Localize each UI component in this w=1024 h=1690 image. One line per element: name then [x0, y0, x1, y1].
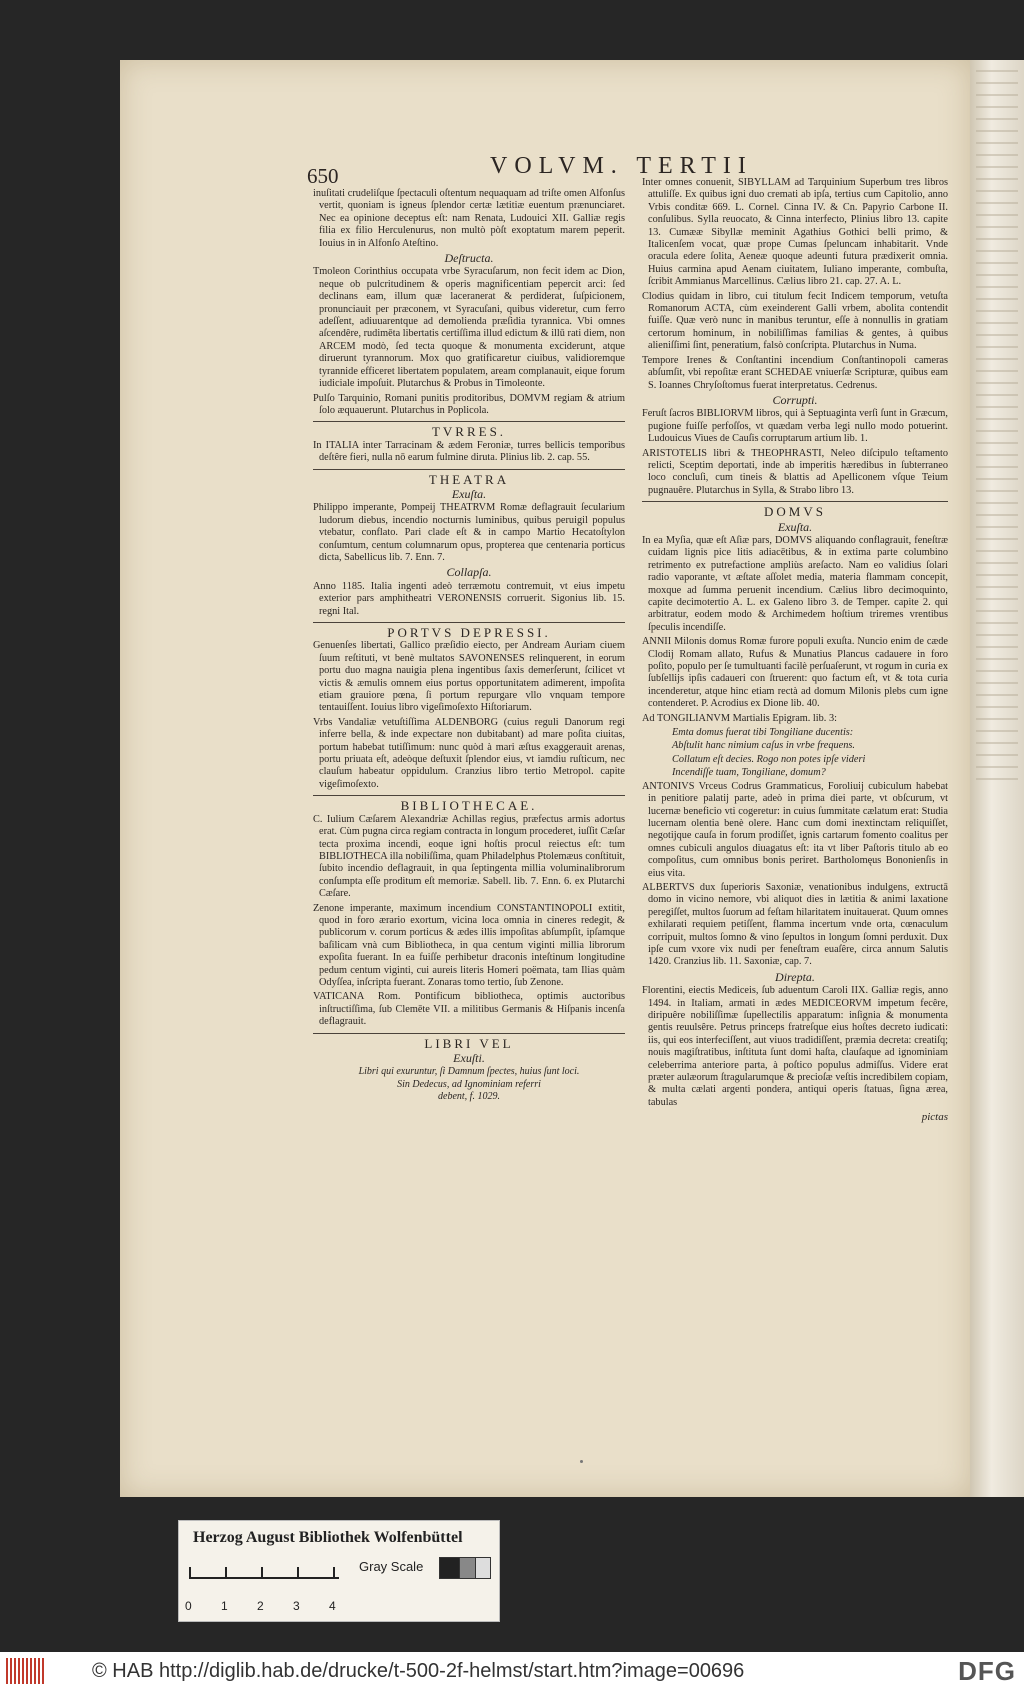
section-heading: BIBLIOTHECAE. [400, 798, 538, 814]
paragraph: Inter omnes conuenit, SIBYLLAM ad Tarquinium Superbum tres libros attuliſſe. Ex quibus igni duo cremati ab ipſa, tertius cum Capitolio, anno Vrbis conditæ 669. L. Cornel. Cinna IV. & Cn. Papyrio Carbone II. conſulibus. Sylla reuocato, & Cinna interfecto, Plinius libro 13. capite 13. Cumææ Sibyllæ meminit Agathius Gothici belli primo, & Italicenſem vocat, quæ prope Cumas ſpeluncam inhabitarit. Vnde oracula edere ſolita, Aeneæ quoque adeunti futura prædixerit omnia. Huius carmina apud Aenam ciuitatem, Iuliano imperante, combuſta, ſcribit Ammianus Marcellinus. Cælius libro 21. cap. 27. A. L. [642, 177, 948, 288]
right-column [642, 177, 948, 1124]
paragraph: Clodius quidam in libro, cui titulum fecit Indicem temporum, vetuſta Romanorum ACTA, cùm exeinderent Galli vrbem, abolita contendit fuiſſe. Quæ verò nunc in manibus teruntur, eſſe à nonnullis in gratiam certorum hominum, in nobiliſſimas familias & gentes, à quibus alieniſſimi ſint, peneratium, falsò conſcripta. Plutarchus in Numa. [642, 290, 948, 352]
verse-line: Incendiſſe tuam, Tongiliane, domum? [672, 767, 826, 779]
paragraph: ANNII Milonis domus Romæ furore populi exuſta. Nuncio enim de cæde Clodij Romam allato, Rufus & Munatius Plancus cadauere in foro poſito, populo per ſe tumultuanti facilè perſuaſerunt, vt rogum in curia ex ſubſellijs ipſis cadaueri con ſtruerent: quo factum eſt, vt & tota curia incenderetur, atque hinc etiam rectà ad domum Milonis plebs cum igne contenderet. P. Acrodius ex Dione lib. 40. [642, 636, 948, 710]
section-heading: DOMVS [764, 504, 826, 520]
paragraph: In ITALIA inter Tarracinam & ædem Feroniæ, turres bellicis temporibus deſtêre fieri, nulla nō earum fulmine diruta. Plinius lib. 2. cap. 55. [313, 439, 625, 464]
paragraph: Ad TONGILIANVM Martialis Epigram. lib. 3: [642, 712, 837, 724]
subheading: Corrupti. [772, 392, 818, 407]
divider [313, 1033, 625, 1034]
divider [313, 469, 625, 470]
divider [642, 501, 948, 502]
paragraph: ANTONIVS Vrceus Codrus Grammaticus, Foroliuij cubiculum habebat in penitiore palatij parte, adeò in prima diei parte, vt obſcurum, vt lucernæ beneficio vti cogeretur: in cuius ſummitate cælatum erat: Studia lucernam olentia benè olere. Hanc cum domi inextinctam reliquiſſet, negotijque cauſa in forum prodiſſet, ignis cartarum fomento coalitus per omnes cubiculi angulos diuagatus eſt: ita vt liber Paſtoris titulo ab eo compoſitus, cum omnibus bonis periret. Bartholomęus Bononienſis in eius vita. [642, 780, 948, 879]
paragraph: Tmoleon Corinthius occupata vrbe Syracuſarum, non fecit idem ac Dion, neque ob pulcritudinem & operis magnificentiam pepercit arci: ſed declinans eam, illum quæ laceranerat & perdiderat, ſuſpicionem, pronunciauit per præconem, vt Syracuſani, quibus videretur, cum ferro adeſſent, adiuuarentque ad demolienda præſidia tyrannica. Vbi omnes aſcendêre, rudimēta libertatis certiſſima illud edictum & illū rati diem, non ARCEM modò, ſed tecta quoque & monumenta exciderunt, atque diruerunt tyrannorum. Mox quo gratificaretur ciuibus, validioremque tyrannide efficeret libertatem populatem, aream complanauit, eique forum iudiciale impoſuit. Plutarchus & Probus in Timoleonte. [313, 266, 625, 390]
section-heading: TVRRES. [431, 424, 507, 440]
paragraph: inuſitati crudeliſque ſpectaculi oſtentum nequaquam ad triſte omen Alfonſus vertit, quoniam is igneus ſplendor certæ lætitiæ euentum prænunciaret. Nec ea opinione deceptus eſt: nam Renata, Ludouici XII. Galliæ regis filia ex filio Herculenurus, non multò pòſt exoptatum marem peperit. Iouius in in Alfonſo Ateſtino. [313, 188, 625, 249]
verse-line: Abſtulit hanc nimium caſus in vrbe frequens. [672, 740, 855, 752]
gray-swatch-dark [439, 1557, 461, 1579]
subheading: Exuſta. [777, 519, 813, 534]
subheading: Collapſa. [446, 565, 492, 580]
paragraph: ALBERTVS dux ſuperioris Saxoniæ, venationibus indulgens, extructā domo in vicino nemore, vbi aliquot dies in lætitia & animi laxatione peregiſſet, multos ſuorum ad feſtam hilaritatem inuitauerat. Quum omnes exhilarati requiem petiſſent, flamma incertum vnde orta, cœnaculum corripuit, multos ſomno & vino ſepultos in longum ſomni perduxit. Dux ipſe cum vxore vix nudi per feneſtram euaſêre, circa annum Salutis 1420. Cranzius lib. 11. Saxoniæ, cap. 7. [642, 881, 948, 968]
subheading: Deſtructa. [444, 251, 494, 266]
catchword: pictas [921, 1111, 948, 1124]
library-name: Herzog August Bibliothek Wolfenbüttel [193, 1529, 463, 1546]
subheading: Exuſti. [453, 1051, 485, 1065]
paragraph: In ea Myſia, quæ eſt Aſiæ pars, DOMVS aliquando conflagrauit, feneſtræ cuidam lignis pice litis adiacētibus, & in extima parte columbino retrimento ex putrefactione ampliùs areſacto. Nam eo validius ſolari radio vaporante, vt æſtate aſſolet media, materia flammam concepit, moxque ad ſumma peruenit incendium. Cælius libro decimoquinto, capite decimotertio A. L. ex Galeno libro 3. de Temper. capite 2. qui arbitratur, eodem modo & Archimedem hoſtium triremes vrentibus ſpeculis incendiſſe. [642, 534, 948, 633]
paragraph: Philippo imperante, Pompeij THEATRVM Romæ deflagrauit ſecularium ludorum diebus, incendio nocturnis luminibus, quibus peruigil populus vtebatur, conflato. Pari clade eſt & in campo Martio Hecatoſtylon conſumtum, centum columnarum opus, propterea que centenaria porticus dicta, Sabellicus lib. 7. Enn. 7. [313, 502, 625, 563]
paragraph: Anno 1185. Italia ingenti adeò terræmotu contremuit, vt eius impetu exterior pars amphitheatri VERONENSIS corruerit. Sigonius lib. 15. regni Ital. [313, 580, 625, 617]
paragraph: VATICANA Rom. Pontificum bibliotheca, optimis auctoribus inſtructiſſima, ſub Clemēte VII. a militibus Germanis & Hiſpanis incenſa deflagrauit. [313, 991, 625, 1028]
page-number: 650 [307, 164, 339, 188]
paragraph: ARISTOTELIS libri & THEOPHRASTI, Neleo diſcipulo teſtamento relicti, Sceptim deportati, inde ab imperitis hæredibus in ſubterraneo loco concluſi, cum tineis & blattis ad Apelliconem vſque Teium pugnauêre. Plutarchus in Sylla, & Strabo libro 13. [642, 447, 948, 496]
subheading: Direpta. [775, 969, 815, 984]
scale-number: 4 [329, 1599, 336, 1613]
gray-swatch-light [475, 1557, 491, 1579]
verse-line: Collatum eſt decies. Rogo non potes ipſe videri [672, 753, 866, 765]
ruler-scale [189, 1565, 339, 1579]
left-column [313, 188, 625, 1104]
paper-spot [580, 1460, 583, 1463]
divider [313, 622, 625, 623]
paragraph: Vrbs Vandaliæ vetuſtiſſima ALDENBORG (cuius reguli Danorum regi inferre bella, & inde expectare non dubitabant) ad mare poſita ciuitas, portum habebat tutiſſimum: nunc quòd à mari æſtus exaggerauit arenas, portu priuata eſt, adeòque deſtuxit ſplendor eius, vt iamdiu ruſticum, nec clauſum habeatur oppidulum. Cranzius libro tertio Metropol. capite vigeſimoſexto. [313, 716, 625, 790]
dfg-logo: DFG [958, 1656, 1016, 1686]
scale-number: 2 [257, 1599, 264, 1613]
section-heading: LIBRI VEL [424, 1035, 514, 1051]
section-heading: THEATRA [428, 471, 510, 487]
paragraph: Tempore Irenes & Conſtantini incendium Conſtantinopoli cameras abſumſit, vbi repoſitæ erant SCHEDAE vniuerſæ Scripturæ, quibus eam S. Ioannes Chryſoſtomus fuerat interpretatus. Cedrenus. [642, 354, 948, 391]
paragraph: Florentini, eiectis Mediceis, ſub aduentum Caroli IIX. Galliæ regis, anno 1494. in Italiam, armati in ædes MEDICEORVM impetum fecêre, diripuêre nobiliſſimæ ſupellectilis apparatum: inſignia & monumenta gentis reuulsêre. Petrus princeps fratreſque eius hoſtes decreto iudicati: iis, qui eos interfeciſſent, aut viuos tradidiſſent, præmia decreta: creatiſq; nouis magiſtratibus, inſtituta ſunt domi haſta, clauſaque ad ignominiam celeberrima anteriore parta, à poſtico populus admiſſus. Videre erat præter aulæorum ſtragularumque & precioſæ veſtis incredibilem copiam, & multa cælati argenti pondera, antiqui operis ſtatuas, ſigna ærea, tabulas [642, 985, 948, 1108]
footer-bar [0, 1652, 1024, 1690]
scale-number: 3 [293, 1599, 300, 1613]
adjacent-page-edge [970, 60, 1024, 1497]
library-label-card [178, 1520, 500, 1622]
scale-number: 1 [221, 1599, 228, 1613]
cross-reference-note: Libri qui exuruntur, ſi Damnum ſpectes, huius ſunt loci. [358, 1066, 580, 1078]
paragraph: Pulſo Tarquinio, Romani punitis proditoribus, DOMVM regiam & atrium ſolo æquauerunt. Plutarchus in Poplicola. [313, 392, 625, 416]
gray-scale-label: Gray Scale [359, 1559, 424, 1574]
scale-number: 0 [185, 1599, 192, 1613]
divider [313, 421, 625, 422]
paragraph: Genuenſes libertati, Gallico præſidio eiecto, per Andream Auriam ciuem ſuum reſtituti, vt benè multatos SAVONENSES relinquerent, in eorum portu duo magna nauigia plena ingentibus ſaxis demerſerunt, ſcilicet vt victis & æmulis omnem eius portus opportunitatem adimerent, impoſita etiam grauiore pœna, ſi portum repurgare vllo vnquam tempore tentauiſſent. Iouius libro vigeſimoſexto Hiſtoriarum. [313, 640, 625, 714]
divider [313, 795, 625, 796]
section-heading: PORTVS DEPRESSI. [387, 625, 551, 640]
paragraph: Feruſt ſacros BIBLIORVM libros, qui à Septuaginta verſi ſunt in Græcum, pugione fuiſſe perfoſſos, vt quædam verba legi nullo modo potuerint. Ludouicus Viues de Cauſis corruptarum artium lib. 1. [642, 408, 948, 445]
cross-reference-note: Sin Dedecus, ad Ignominiam referri [397, 1078, 541, 1090]
running-head: VOLVM. TERTII [490, 153, 753, 179]
source-url: © HAB http://diglib.hab.de/drucke/t-500-2f-helmst/start.htm?image=00696 [92, 1660, 745, 1682]
cross-reference-note: debent, f. 1029. [438, 1091, 500, 1103]
paragraph: Zenone imperante, maximum incendium CONSTANTINOPOLI extitit, quod in foro ærario exortum, vicina loca omnia in cineres redegit, & publicorum v. corum porticus & ædes illis impoſitas abſumpſit, ipſamque baſilicam vnà cum Bibliotheca, in qua centum viginti millia librorum expoſita fuerant. In ea fuiſſe perhibetur draconis inteſtinum longitudine pedum centum viginti, cui aureis literis Homeri poëmata, tam Ilias quàm Odyſſea, inſcripta fuerant. Zonaras tomo tertio, ſub Zenone. [313, 902, 625, 988]
subheading: Exuſta. [451, 486, 487, 501]
paragraph: C. Iulium Cæſarem Alexandriæ Achillas regius, præfectus armis adortus erat. Cùm pugna circa regiam contracta in longum procederet, iuſſit Cæſar tecta proxima incendi, eoque igni hoſtis procul reiectus eſt: tum BIBLIOTHECA illa nobiliſſima, quam Philadelphus Ptolemæus conſtituit, ſubito incendio deflagrauit, in qua ſeptingenta millia voluminalibrorum conſumpta eſſe proditum eſt memoriæ. Sabell. lib. 7. Enn. 6. ex Plutarchi Cæſare. [313, 813, 625, 900]
verse-line: Emta domus fuerat tibi Tongiliane ducentis: [672, 727, 854, 739]
barcode-icon [6, 1658, 46, 1684]
